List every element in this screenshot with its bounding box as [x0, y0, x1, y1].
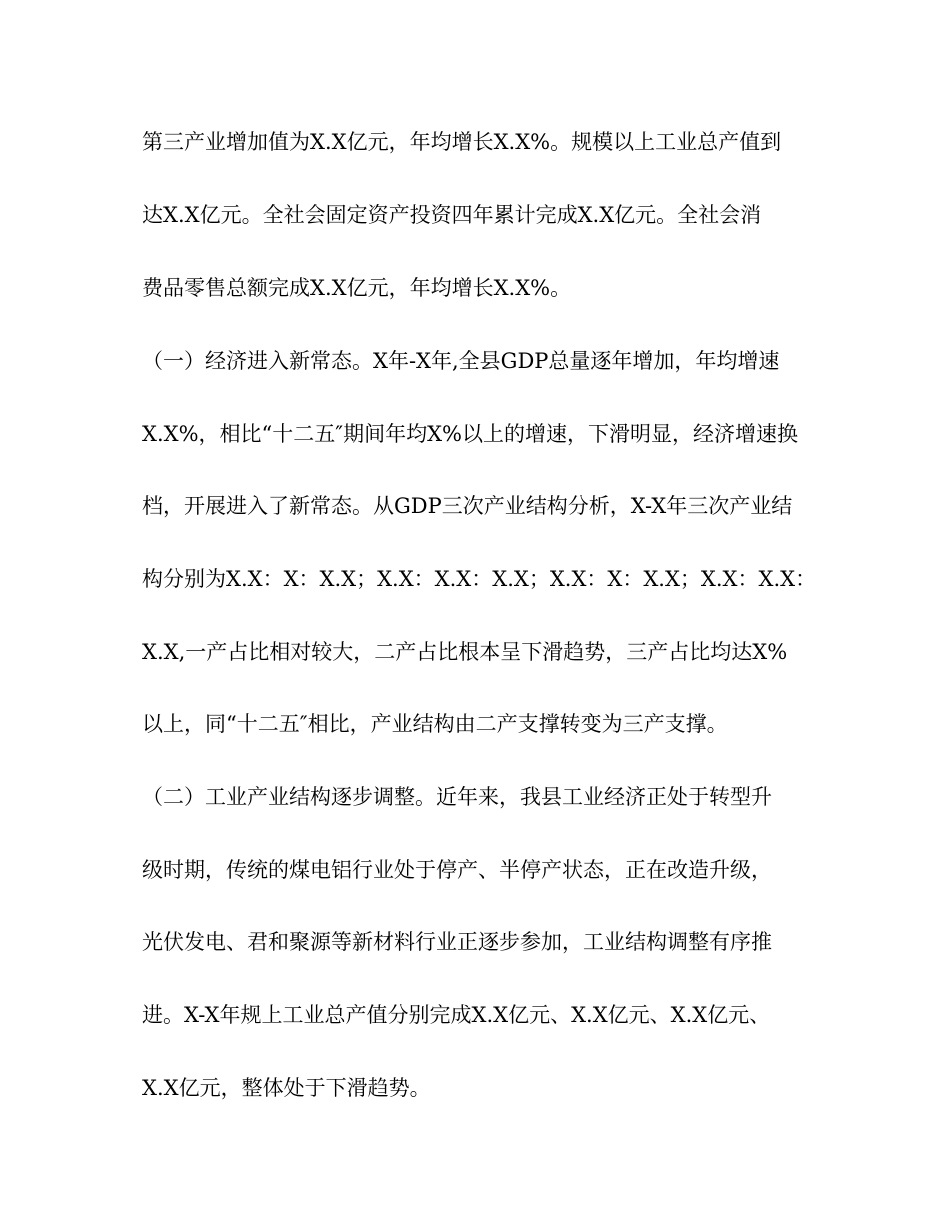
text-line: 构分别为X.X：X：X.X；X.X：X.X：X.X；X.X：X：X.X；X.X：X.X： [142, 567, 817, 591]
text-line: X.X%，相比“十二五″期间年均X%以上的增速，下滑明显，经济增速换 [142, 422, 799, 446]
text-line: 达X.X亿元。全社会固定资产投资四年累计完成X.X亿元。全社会消 [142, 203, 762, 227]
text-line: 级时期，传统的煤电铝行业处于停产、半停产状态，正在改造升级， [142, 858, 772, 882]
text-line: 以上，同“十二五″相比，产业结构由二产支撑转变为三产支撑。 [142, 712, 728, 736]
text-line: 进。X-X年规上工业总产值分别完成X.X亿元、X.X亿元、X.X亿元、 [142, 1003, 771, 1027]
text-line: 第三产业增加值为X.X亿元，年均增长X.X%。规模以上工业总产值到 [142, 130, 782, 154]
text-line: X.X,一产占比相对较大，二产占比根本呈下滑趋势，三产占比均达X% [142, 640, 788, 664]
text-line: 费品零售总额完成X.X亿元，年均增长X.X%。 [142, 276, 572, 300]
paragraph-heading-line: （二）工业产业结构逐步调整。近年来，我县工业经济正处于转型升 [142, 785, 772, 809]
paragraph-heading-line: （一）经济进入新常态。X年-X年,全县GDP总量逐年增加，年均增速 [142, 349, 780, 373]
text-line: 档，开展进入了新常态。从GDP三次产业结构分析，X-X年三次产业结 [142, 494, 793, 518]
text-line: X.X亿元，整体处于下滑趋势。 [142, 1076, 431, 1100]
text-line: 光伏发电、君和聚源等新材料行业正逐步参加，工业结构调整有序推 [142, 930, 772, 954]
